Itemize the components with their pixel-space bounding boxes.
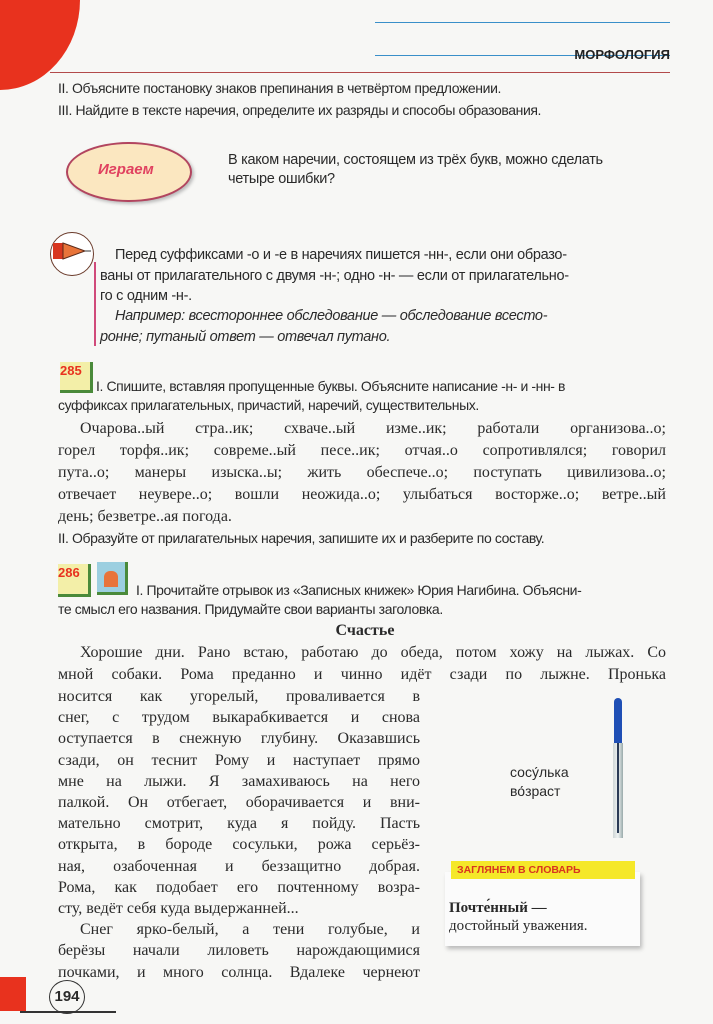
task-line: II. Образуйте от прилагательных наречия, запишите их и разберите по составу.	[58, 530, 545, 546]
body-line: оступается в снежную глубину. Оказавшись	[58, 730, 420, 748]
footer-rule	[20, 1011, 116, 1013]
body-line: открыта, в бороде сосульки, рожа серьёз-	[58, 836, 420, 854]
header-line-top	[375, 22, 670, 23]
body-line: снег, с трудом выкарабкивается и снова	[58, 709, 420, 727]
body-line: Рома, как подобает его почтенному возра-	[58, 878, 420, 896]
rule-line: Перед суффиксами -о и -е в наречиях пишется -нн-, если они образо-	[115, 247, 567, 263]
reading-icon	[97, 562, 128, 595]
rule-example: Например: всестороннее обследование — обследование всесто-	[115, 308, 548, 324]
text-title: Счастье	[335, 622, 395, 639]
game-badge-label: Играем	[98, 161, 154, 178]
body-line: берёзы начали лиловеть нарождающимися	[58, 942, 420, 960]
dictionary-label: ЗАГЛЯНЕМ В СЛОВАРЬ	[451, 861, 635, 879]
corner-decoration	[0, 0, 80, 90]
dictionary-definition: достойный уважения.	[449, 918, 588, 934]
page-number	[49, 980, 85, 1014]
task-line: I. Спишите, вставляя пропущенные буквы. Объясните написание -н- и -нн- в	[96, 378, 566, 394]
task-line: те смысл его названия. Придумайте свои варианты заголовка.	[58, 601, 443, 617]
body-line: Очарова..ый стра..ик; схваче..ый изме..ик; работали организова..о;	[80, 420, 666, 437]
body-line: мне на лыжи. Я замахиваюсь на него	[58, 772, 420, 790]
exercise-number	[60, 362, 93, 393]
pen-illustration	[611, 698, 625, 840]
game-badge	[66, 142, 192, 202]
dictionary-term: Почте́нный —	[449, 900, 547, 916]
body-line: почками, и много солнца. Вдалеке чернеют	[58, 963, 420, 981]
body-line: носится как угорелый, проваливается в	[58, 688, 420, 705]
game-question: четыре ошибки?	[228, 171, 335, 187]
body-line: ная, озабоченная и беззащитно добрая.	[58, 857, 420, 875]
page-number-label: 194	[54, 988, 80, 1005]
stress-word: сосу́лька	[510, 764, 569, 780]
header-rule	[50, 72, 670, 73]
game-question: В каком наречии, состоящем из трёх букв, можно сделать	[228, 152, 603, 168]
body-line: сту, ведёт себя куда выдержанней...	[58, 900, 299, 917]
pen-icon	[50, 232, 94, 276]
body-line: сзади, он теснит Рому и наступает прямо	[58, 751, 420, 769]
body-line: Хорошие дни. Рано встаю, работаю до обеда, потом хожу на лыжах. Со	[80, 644, 666, 661]
exercise-number	[58, 564, 91, 597]
body-line: отвечает неувере..о; вошли неожида..о; улыбаться восторже..о; ветре..ый	[58, 486, 666, 503]
body-line: день; безветре..ая погода.	[58, 508, 232, 525]
task-line: I. Прочитайте отрывок из «Записных книжек» Юрия Нагибина. Объясни-	[136, 582, 582, 598]
task-line: III. Найдите в тексте наречия, определите их разряды и способы образования.	[58, 102, 542, 118]
body-line: палкой. Он отбегает, оборачивается и вни-	[58, 794, 420, 811]
body-line: мательно смотрит, куда я пойду. Пасть	[58, 815, 420, 833]
body-line: мной собаки. Рома преданно и чинно идёт сзади по лыжне. Пронька	[58, 666, 666, 683]
stress-word: во́зраст	[510, 783, 561, 799]
rule-bar	[94, 262, 96, 346]
exercise-number-label: 285	[60, 363, 82, 378]
body-line: пута..о; манеры изыска..ы; жить обеспече..о; поступать цивилизова..о;	[58, 464, 666, 481]
exercise-number-label: 286	[58, 565, 80, 580]
rule-line: го с одним -н-.	[100, 288, 192, 304]
rule-line: ваны от прилагательного с двумя -н-; одно -н- — если от прилагательно-	[100, 268, 569, 284]
section-header: МОРФОЛОГИЯ	[574, 47, 670, 62]
body-line: Снег ярко-белый, а тени голубые, и	[80, 921, 420, 939]
task-line: суффиксах прилагательных, причастий, наречий, существительных.	[58, 397, 479, 413]
task-line: II. Объясните постановку знаков препинания в четвёртом предложении.	[58, 80, 501, 96]
body-line: горел торфя..ик; совреме..ый песе..ик; отчая..о сопротивлялся; говорил	[58, 442, 666, 459]
corner-marker	[0, 977, 26, 1011]
rule-example: ронне; путаный ответ — отвечал путано.	[100, 329, 391, 345]
